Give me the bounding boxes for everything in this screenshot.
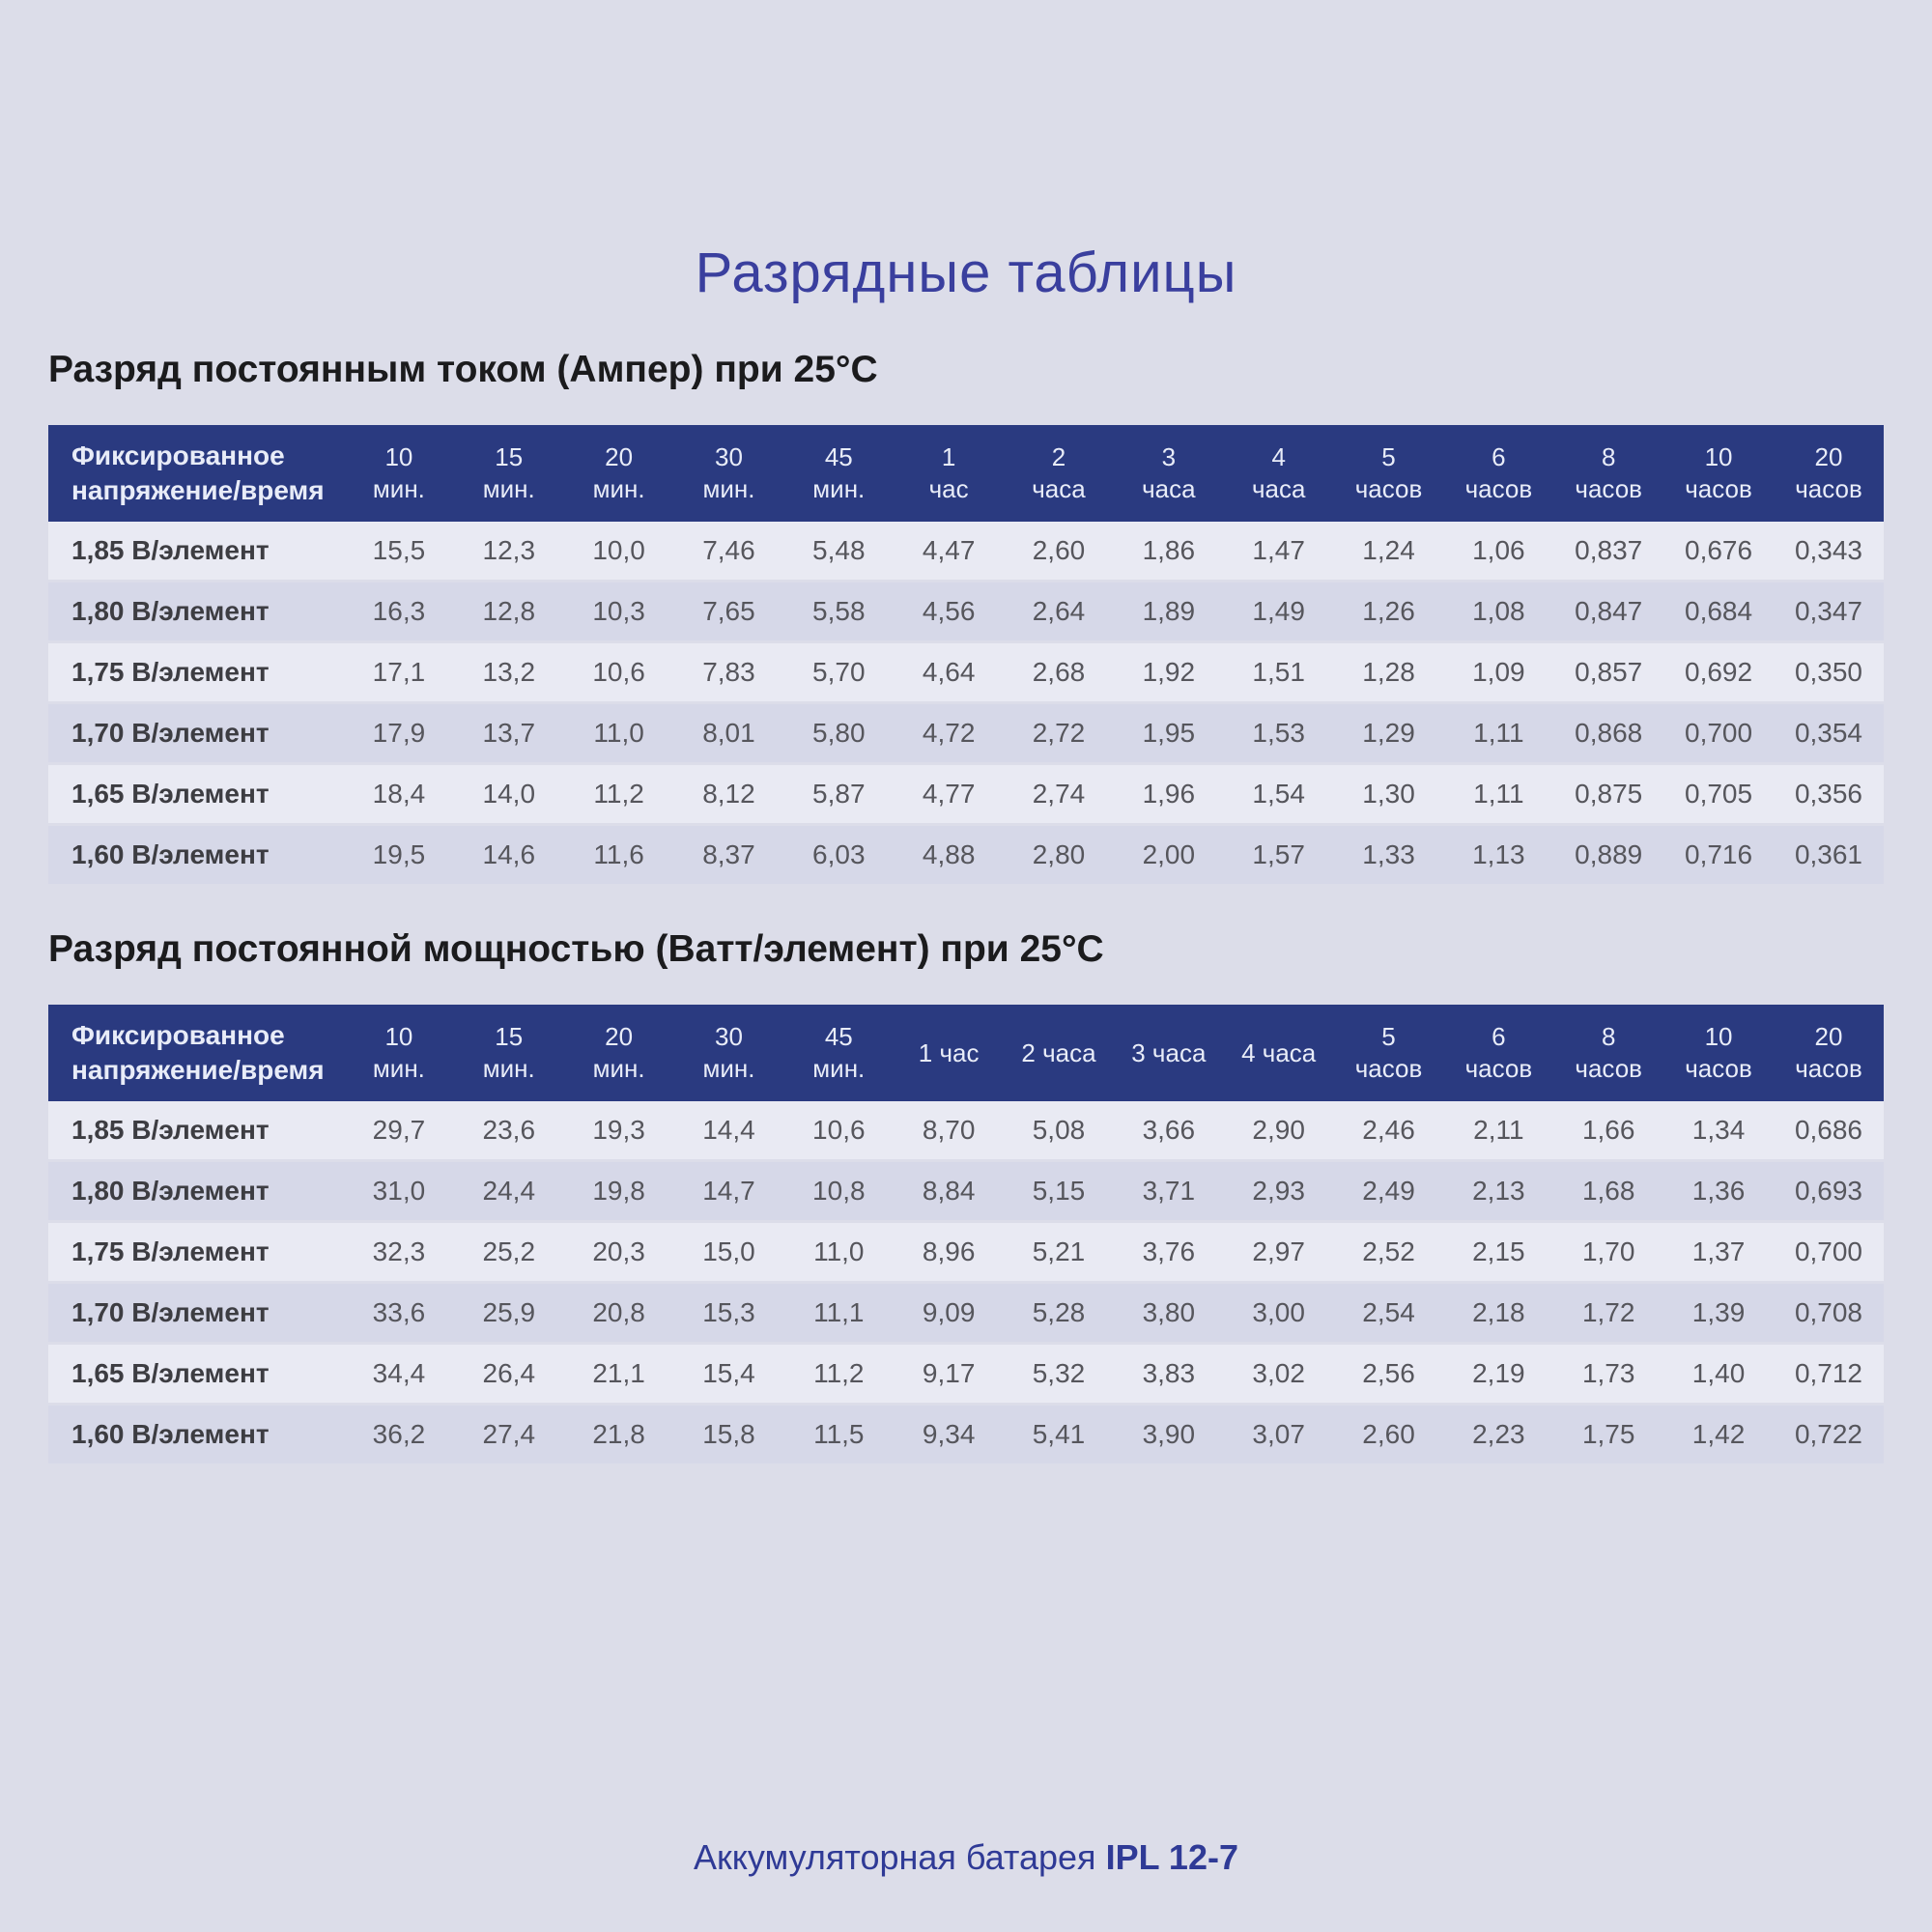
table-row <box>48 643 1884 704</box>
value-cell: 1,54 <box>1224 765 1334 826</box>
corner-header-voltage-time: Фиксированное напряжение/время <box>48 425 344 522</box>
value-cell: 15,8 <box>674 1406 784 1466</box>
table-row <box>48 1284 1884 1345</box>
value-cell: 2,11 <box>1443 1101 1553 1162</box>
value-cell: 5,87 <box>783 765 894 826</box>
value-cell: 2,00 <box>1114 826 1224 887</box>
value-cell: 3,66 <box>1114 1101 1224 1162</box>
value-cell: 3,83 <box>1114 1345 1224 1406</box>
value-cell: 2,54 <box>1334 1284 1444 1345</box>
value-cell: 7,46 <box>674 522 784 582</box>
table-row <box>48 582 1884 643</box>
value-cell: 0,700 <box>1774 1223 1884 1284</box>
value-cell: 23,6 <box>454 1101 564 1162</box>
value-cell: 4,47 <box>894 522 1004 582</box>
column-header: 10 мин. <box>344 425 454 522</box>
row-label-voltage: 1,75 В/элемент <box>48 1223 344 1284</box>
table-row <box>48 826 1884 887</box>
value-cell: 1,72 <box>1553 1284 1663 1345</box>
column-header: 15 мин. <box>454 1005 564 1101</box>
value-cell: 1,36 <box>1663 1162 1774 1223</box>
value-cell: 8,01 <box>674 704 784 765</box>
value-cell: 11,2 <box>564 765 674 826</box>
value-cell: 0,716 <box>1663 826 1774 887</box>
value-cell: 16,3 <box>344 582 454 643</box>
table-row <box>48 1101 1884 1162</box>
value-cell: 9,09 <box>894 1284 1004 1345</box>
value-cell: 1,53 <box>1224 704 1334 765</box>
value-cell: 9,34 <box>894 1406 1004 1466</box>
table-row <box>48 1162 1884 1223</box>
column-header: 45 мин. <box>783 425 894 522</box>
value-cell: 0,857 <box>1553 643 1663 704</box>
constant-current-heading: Разряд постоянным током (Ампер) при 25°C <box>48 349 878 390</box>
value-cell: 5,70 <box>783 643 894 704</box>
value-cell: 0,847 <box>1553 582 1663 643</box>
header-row <box>48 425 1884 522</box>
value-cell: 10,6 <box>783 1101 894 1162</box>
column-header: 8 часов <box>1553 1005 1663 1101</box>
row-label-voltage: 1,75 В/элемент <box>48 643 344 704</box>
value-cell: 1,49 <box>1224 582 1334 643</box>
value-cell: 14,7 <box>674 1162 784 1223</box>
column-header: 15 мин. <box>454 425 564 522</box>
value-cell: 17,1 <box>344 643 454 704</box>
value-cell: 5,58 <box>783 582 894 643</box>
value-cell: 7,65 <box>674 582 784 643</box>
value-cell: 11,5 <box>783 1406 894 1466</box>
page-title: Разрядные таблицы <box>695 242 1237 304</box>
value-cell: 26,4 <box>454 1345 564 1406</box>
value-cell: 2,60 <box>1334 1406 1444 1466</box>
table-row <box>48 1345 1884 1406</box>
value-cell: 11,0 <box>564 704 674 765</box>
value-cell: 3,90 <box>1114 1406 1224 1466</box>
value-cell: 1,75 <box>1553 1406 1663 1466</box>
column-header: 5 часов <box>1334 425 1444 522</box>
value-cell: 3,00 <box>1224 1284 1334 1345</box>
value-cell: 1,89 <box>1114 582 1224 643</box>
value-cell: 1,70 <box>1553 1223 1663 1284</box>
value-cell: 1,29 <box>1334 704 1444 765</box>
value-cell: 14,6 <box>454 826 564 887</box>
value-cell: 2,19 <box>1443 1345 1553 1406</box>
row-label-voltage: 1,60 В/элемент <box>48 1406 344 1466</box>
value-cell: 0,889 <box>1553 826 1663 887</box>
value-cell: 2,52 <box>1334 1223 1444 1284</box>
column-header: 4 часа <box>1224 425 1334 522</box>
value-cell: 1,73 <box>1553 1345 1663 1406</box>
value-cell: 8,37 <box>674 826 784 887</box>
value-cell: 2,72 <box>1004 704 1114 765</box>
table-row <box>48 765 1884 826</box>
value-cell: 15,3 <box>674 1284 784 1345</box>
value-cell: 4,88 <box>894 826 1004 887</box>
value-cell: 0,868 <box>1553 704 1663 765</box>
value-cell: 8,96 <box>894 1223 1004 1284</box>
row-label-voltage: 1,80 В/элемент <box>48 1162 344 1223</box>
constant-power-heading: Разряд постоянной мощностью (Ватт/элемент) при 25°C <box>48 928 1104 970</box>
column-header: 3 часа <box>1114 425 1224 522</box>
column-header: 10 часов <box>1663 425 1774 522</box>
constant-current-table <box>48 425 1884 887</box>
value-cell: 5,80 <box>783 704 894 765</box>
column-header: 10 часов <box>1663 1005 1774 1101</box>
header-row <box>48 1005 1884 1101</box>
column-header: 2 часа <box>1004 1005 1114 1101</box>
value-cell: 1,92 <box>1114 643 1224 704</box>
value-cell: 21,1 <box>564 1345 674 1406</box>
value-cell: 4,77 <box>894 765 1004 826</box>
value-cell: 2,80 <box>1004 826 1114 887</box>
value-cell: 15,5 <box>344 522 454 582</box>
value-cell: 8,70 <box>894 1101 1004 1162</box>
value-cell: 1,95 <box>1114 704 1224 765</box>
value-cell: 4,56 <box>894 582 1004 643</box>
value-cell: 0,875 <box>1553 765 1663 826</box>
value-cell: 2,23 <box>1443 1406 1553 1466</box>
value-cell: 10,3 <box>564 582 674 643</box>
value-cell: 13,2 <box>454 643 564 704</box>
value-cell: 1,96 <box>1114 765 1224 826</box>
value-cell: 12,3 <box>454 522 564 582</box>
value-cell: 1,37 <box>1663 1223 1774 1284</box>
value-cell: 0,700 <box>1663 704 1774 765</box>
row-label-voltage: 1,65 В/элемент <box>48 1345 344 1406</box>
value-cell: 20,3 <box>564 1223 674 1284</box>
value-cell: 1,51 <box>1224 643 1334 704</box>
value-cell: 5,08 <box>1004 1101 1114 1162</box>
value-cell: 34,4 <box>344 1345 454 1406</box>
column-header: 2 часа <box>1004 425 1114 522</box>
row-label-voltage: 1,85 В/элемент <box>48 1101 344 1162</box>
value-cell: 0,693 <box>1774 1162 1884 1223</box>
column-header: 30 мин. <box>674 1005 784 1101</box>
value-cell: 3,07 <box>1224 1406 1334 1466</box>
value-cell: 1,24 <box>1334 522 1444 582</box>
value-cell: 1,26 <box>1334 582 1444 643</box>
value-cell: 21,8 <box>564 1406 674 1466</box>
row-label-voltage: 1,60 В/элемент <box>48 826 344 887</box>
value-cell: 1,11 <box>1443 704 1553 765</box>
value-cell: 6,03 <box>783 826 894 887</box>
value-cell: 1,86 <box>1114 522 1224 582</box>
row-label-voltage: 1,70 В/элемент <box>48 704 344 765</box>
value-cell: 25,9 <box>454 1284 564 1345</box>
column-header: 1 час <box>894 1005 1004 1101</box>
value-cell: 10,8 <box>783 1162 894 1223</box>
value-cell: 8,84 <box>894 1162 1004 1223</box>
value-cell: 2,68 <box>1004 643 1114 704</box>
column-header: 20 часов <box>1774 1005 1884 1101</box>
value-cell: 0,708 <box>1774 1284 1884 1345</box>
value-cell: 0,676 <box>1663 522 1774 582</box>
value-cell: 2,18 <box>1443 1284 1553 1345</box>
value-cell: 15,4 <box>674 1345 784 1406</box>
value-cell: 9,17 <box>894 1345 1004 1406</box>
column-header: 20 мин. <box>564 1005 674 1101</box>
footer-product-name: IPL 12-7 <box>1105 1837 1238 1877</box>
value-cell: 0,361 <box>1774 826 1884 887</box>
value-cell: 33,6 <box>344 1284 454 1345</box>
value-cell: 2,74 <box>1004 765 1114 826</box>
value-cell: 2,13 <box>1443 1162 1553 1223</box>
value-cell: 0,712 <box>1774 1345 1884 1406</box>
row-label-voltage: 1,70 В/элемент <box>48 1284 344 1345</box>
value-cell: 15,0 <box>674 1223 784 1284</box>
section-constant-power <box>48 927 1884 1466</box>
value-cell: 7,83 <box>674 643 784 704</box>
table-row <box>48 1406 1884 1466</box>
value-cell: 3,02 <box>1224 1345 1334 1406</box>
value-cell: 17,9 <box>344 704 454 765</box>
value-cell: 19,5 <box>344 826 454 887</box>
column-header: 6 часов <box>1443 1005 1553 1101</box>
value-cell: 11,0 <box>783 1223 894 1284</box>
footer-text: Аккумуляторная батарея <box>693 1837 1096 1877</box>
value-cell: 0,686 <box>1774 1101 1884 1162</box>
value-cell: 31,0 <box>344 1162 454 1223</box>
column-header: 4 часа <box>1224 1005 1334 1101</box>
page-footer <box>0 1837 1932 1878</box>
value-cell: 0,354 <box>1774 704 1884 765</box>
column-header: 8 часов <box>1553 425 1663 522</box>
value-cell: 0,705 <box>1663 765 1774 826</box>
value-cell: 2,93 <box>1224 1162 1334 1223</box>
value-cell: 1,06 <box>1443 522 1553 582</box>
value-cell: 1,33 <box>1334 826 1444 887</box>
value-cell: 0,837 <box>1553 522 1663 582</box>
table-row <box>48 1223 1884 1284</box>
column-header: 10 мин. <box>344 1005 454 1101</box>
value-cell: 4,64 <box>894 643 1004 704</box>
column-header: 5 часов <box>1334 1005 1444 1101</box>
table-row <box>48 704 1884 765</box>
value-cell: 20,8 <box>564 1284 674 1345</box>
value-cell: 32,3 <box>344 1223 454 1284</box>
value-cell: 5,48 <box>783 522 894 582</box>
table-row <box>48 522 1884 582</box>
value-cell: 12,8 <box>454 582 564 643</box>
value-cell: 24,4 <box>454 1162 564 1223</box>
value-cell: 3,76 <box>1114 1223 1224 1284</box>
section-constant-current <box>48 348 1884 887</box>
column-header: 20 часов <box>1774 425 1884 522</box>
value-cell: 5,41 <box>1004 1406 1114 1466</box>
value-cell: 1,30 <box>1334 765 1444 826</box>
row-label-voltage: 1,85 В/элемент <box>48 522 344 582</box>
corner-header-voltage-time: Фиксированное напряжение/время <box>48 1005 344 1101</box>
value-cell: 2,49 <box>1334 1162 1444 1223</box>
value-cell: 2,90 <box>1224 1101 1334 1162</box>
value-cell: 0,350 <box>1774 643 1884 704</box>
value-cell: 29,7 <box>344 1101 454 1162</box>
column-header: 20 мин. <box>564 425 674 522</box>
row-label-voltage: 1,80 В/элемент <box>48 582 344 643</box>
value-cell: 0,692 <box>1663 643 1774 704</box>
value-cell: 5,21 <box>1004 1223 1114 1284</box>
value-cell: 0,343 <box>1774 522 1884 582</box>
value-cell: 1,09 <box>1443 643 1553 704</box>
value-cell: 3,80 <box>1114 1284 1224 1345</box>
column-header: 3 часа <box>1114 1005 1224 1101</box>
value-cell: 0,722 <box>1774 1406 1884 1466</box>
value-cell: 11,6 <box>564 826 674 887</box>
value-cell: 1,28 <box>1334 643 1444 704</box>
value-cell: 11,2 <box>783 1345 894 1406</box>
value-cell: 36,2 <box>344 1406 454 1466</box>
value-cell: 0,347 <box>1774 582 1884 643</box>
value-cell: 27,4 <box>454 1406 564 1466</box>
row-label-voltage: 1,65 В/элемент <box>48 765 344 826</box>
value-cell: 1,34 <box>1663 1101 1774 1162</box>
value-cell: 10,0 <box>564 522 674 582</box>
value-cell: 1,39 <box>1663 1284 1774 1345</box>
value-cell: 13,7 <box>454 704 564 765</box>
column-header: 45 мин. <box>783 1005 894 1101</box>
value-cell: 1,13 <box>1443 826 1553 887</box>
value-cell: 1,08 <box>1443 582 1553 643</box>
column-header: 30 мин. <box>674 425 784 522</box>
value-cell: 1,66 <box>1553 1101 1663 1162</box>
value-cell: 11,1 <box>783 1284 894 1345</box>
value-cell: 1,47 <box>1224 522 1334 582</box>
value-cell: 3,71 <box>1114 1162 1224 1223</box>
column-header: 6 часов <box>1443 425 1553 522</box>
value-cell: 25,2 <box>454 1223 564 1284</box>
value-cell: 2,15 <box>1443 1223 1553 1284</box>
value-cell: 4,72 <box>894 704 1004 765</box>
value-cell: 14,0 <box>454 765 564 826</box>
value-cell: 0,356 <box>1774 765 1884 826</box>
value-cell: 18,4 <box>344 765 454 826</box>
value-cell: 1,57 <box>1224 826 1334 887</box>
value-cell: 5,32 <box>1004 1345 1114 1406</box>
value-cell: 1,42 <box>1663 1406 1774 1466</box>
value-cell: 19,3 <box>564 1101 674 1162</box>
value-cell: 1,40 <box>1663 1345 1774 1406</box>
value-cell: 0,684 <box>1663 582 1774 643</box>
value-cell: 14,4 <box>674 1101 784 1162</box>
value-cell: 2,56 <box>1334 1345 1444 1406</box>
value-cell: 5,28 <box>1004 1284 1114 1345</box>
value-cell: 2,64 <box>1004 582 1114 643</box>
value-cell: 2,97 <box>1224 1223 1334 1284</box>
column-header: 1 час <box>894 425 1004 522</box>
value-cell: 8,12 <box>674 765 784 826</box>
value-cell: 2,46 <box>1334 1101 1444 1162</box>
value-cell: 1,68 <box>1553 1162 1663 1223</box>
value-cell: 5,15 <box>1004 1162 1114 1223</box>
value-cell: 10,6 <box>564 643 674 704</box>
value-cell: 19,8 <box>564 1162 674 1223</box>
constant-power-table <box>48 1005 1884 1466</box>
value-cell: 1,11 <box>1443 765 1553 826</box>
value-cell: 2,60 <box>1004 522 1114 582</box>
